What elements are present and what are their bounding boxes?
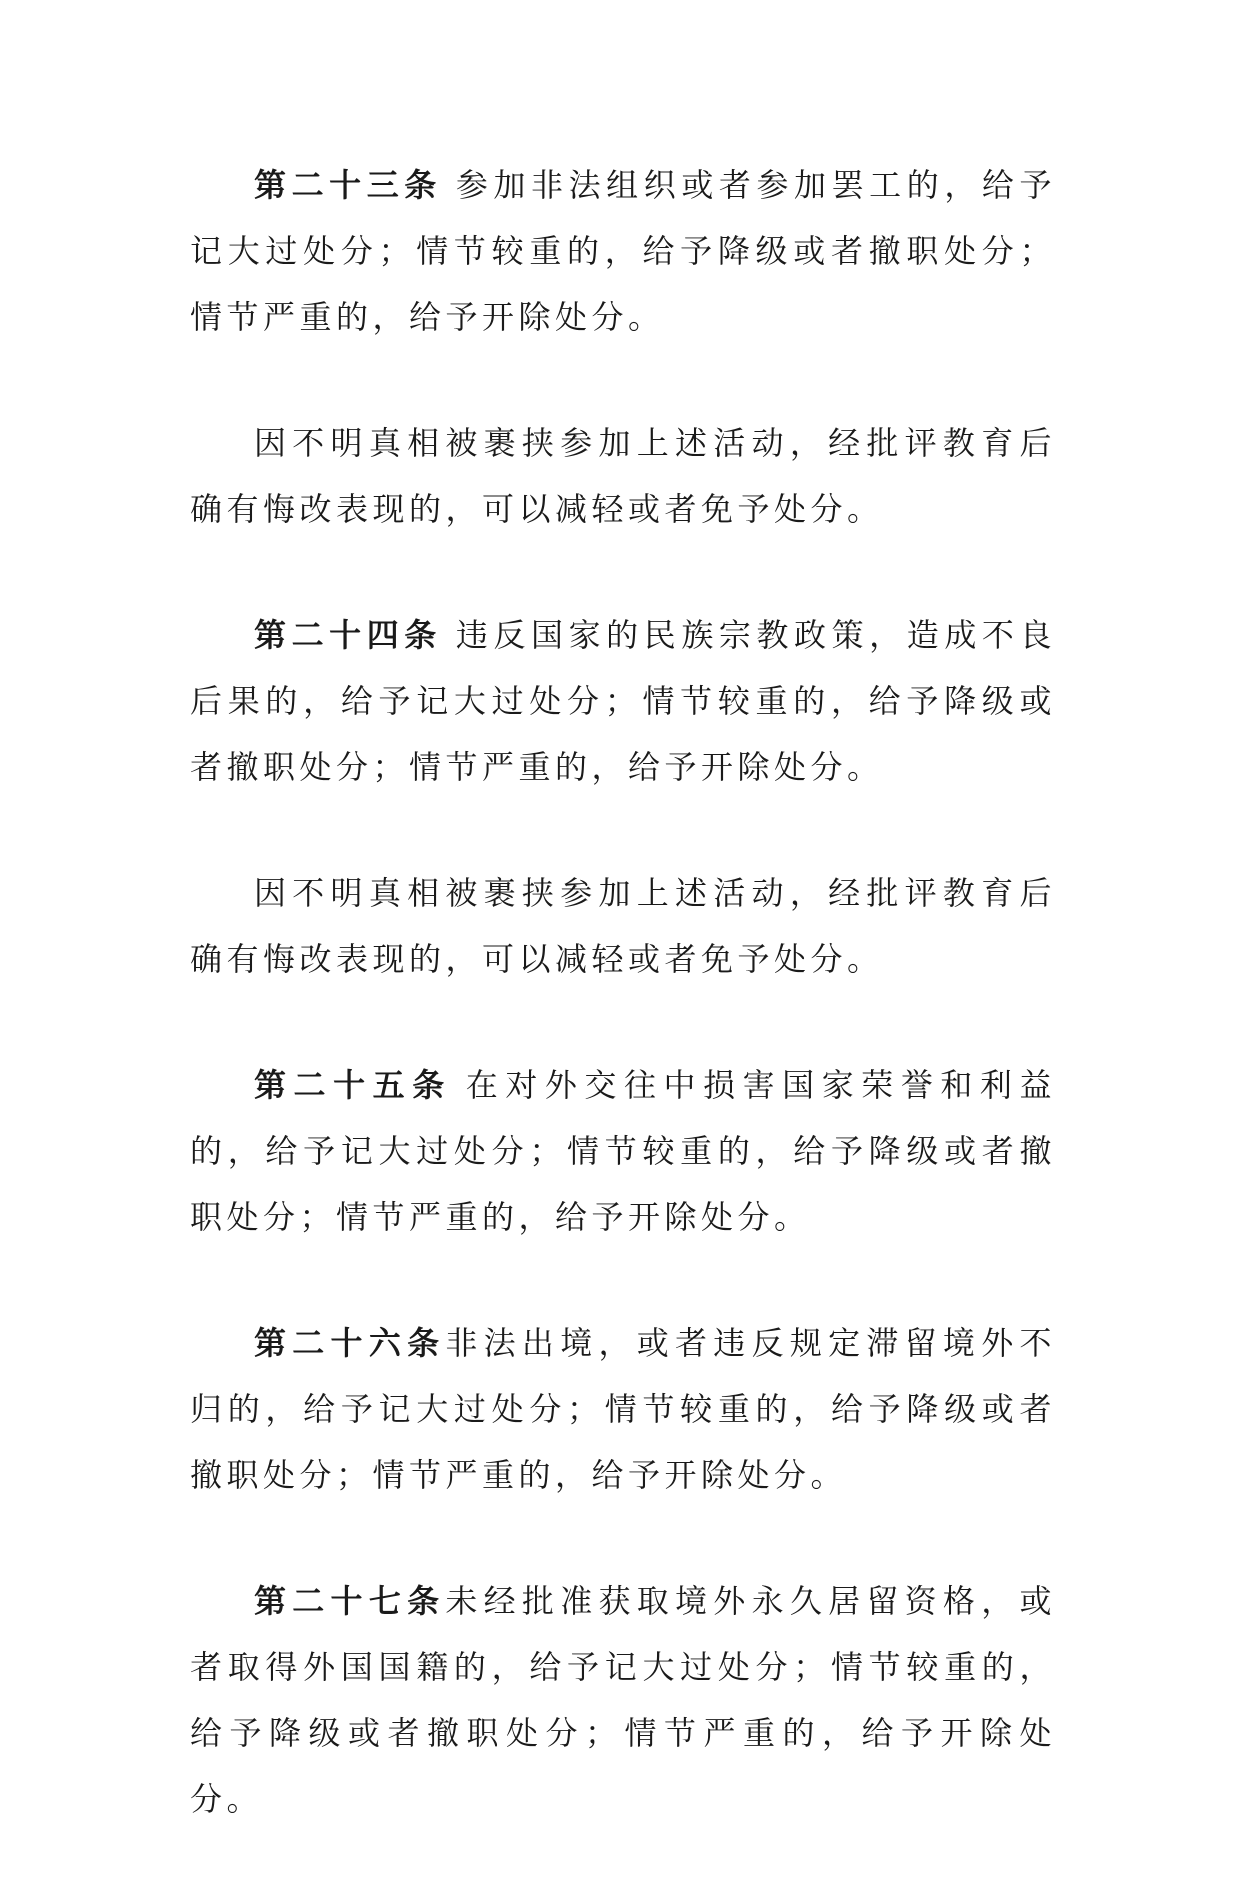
paragraph-text: 违反国家的民族宗教政策，造成不良后果的，给予记大过处分；情节较重的，给予降级或者撤职处分；情节严重的，给予开除处分。	[190, 616, 1056, 786]
article-heading: 第二十三条	[254, 166, 442, 204]
paragraph-text: 参加非法组织或者参加罢工的，给予记大过处分；情节较重的，给予降级或者撤职处分；情节严重的，给予开除处分。	[190, 166, 1056, 336]
paragraph-article-24	[190, 602, 1056, 800]
article-heading: 第二十四条	[254, 616, 442, 654]
article-heading: 第二十六条	[254, 1324, 446, 1362]
paragraph-text: 非法出境，或者违反规定滞留境外不归的，给予记大过处分；情节较重的，给予降级或者撤职处分；情节严重的，给予开除处分。	[190, 1324, 1056, 1494]
paragraph-article-26	[190, 1310, 1056, 1508]
document-body	[190, 152, 1056, 1892]
paragraph-text: 因不明真相被裹挟参加上述活动，经批评教育后确有悔改表现的，可以减轻或者免予处分。	[190, 424, 1056, 528]
paragraph-article-27	[190, 1568, 1056, 1832]
paragraph-text: 未经批准获取境外永久居留资格，或者取得外国国籍的，给予记大过处分；情节较重的，给予降级或者撤职处分；情节严重的，给予开除处分。	[190, 1582, 1056, 1818]
paragraph-article-23	[190, 152, 1056, 350]
paragraph-mitigation-2	[190, 860, 1056, 992]
paragraph-mitigation-1	[190, 410, 1056, 542]
paragraph-text: 在对外交往中损害国家荣誉和利益的，给予记大过处分；情节较重的，给予降级或者撤职处分；情节严重的，给予开除处分。	[190, 1066, 1056, 1236]
paragraph-article-25	[190, 1052, 1056, 1250]
article-heading: 第二十五条	[254, 1066, 452, 1104]
paragraph-text: 因不明真相被裹挟参加上述活动，经批评教育后确有悔改表现的，可以减轻或者免予处分。	[190, 874, 1056, 978]
article-heading: 第二十七条	[254, 1582, 446, 1620]
